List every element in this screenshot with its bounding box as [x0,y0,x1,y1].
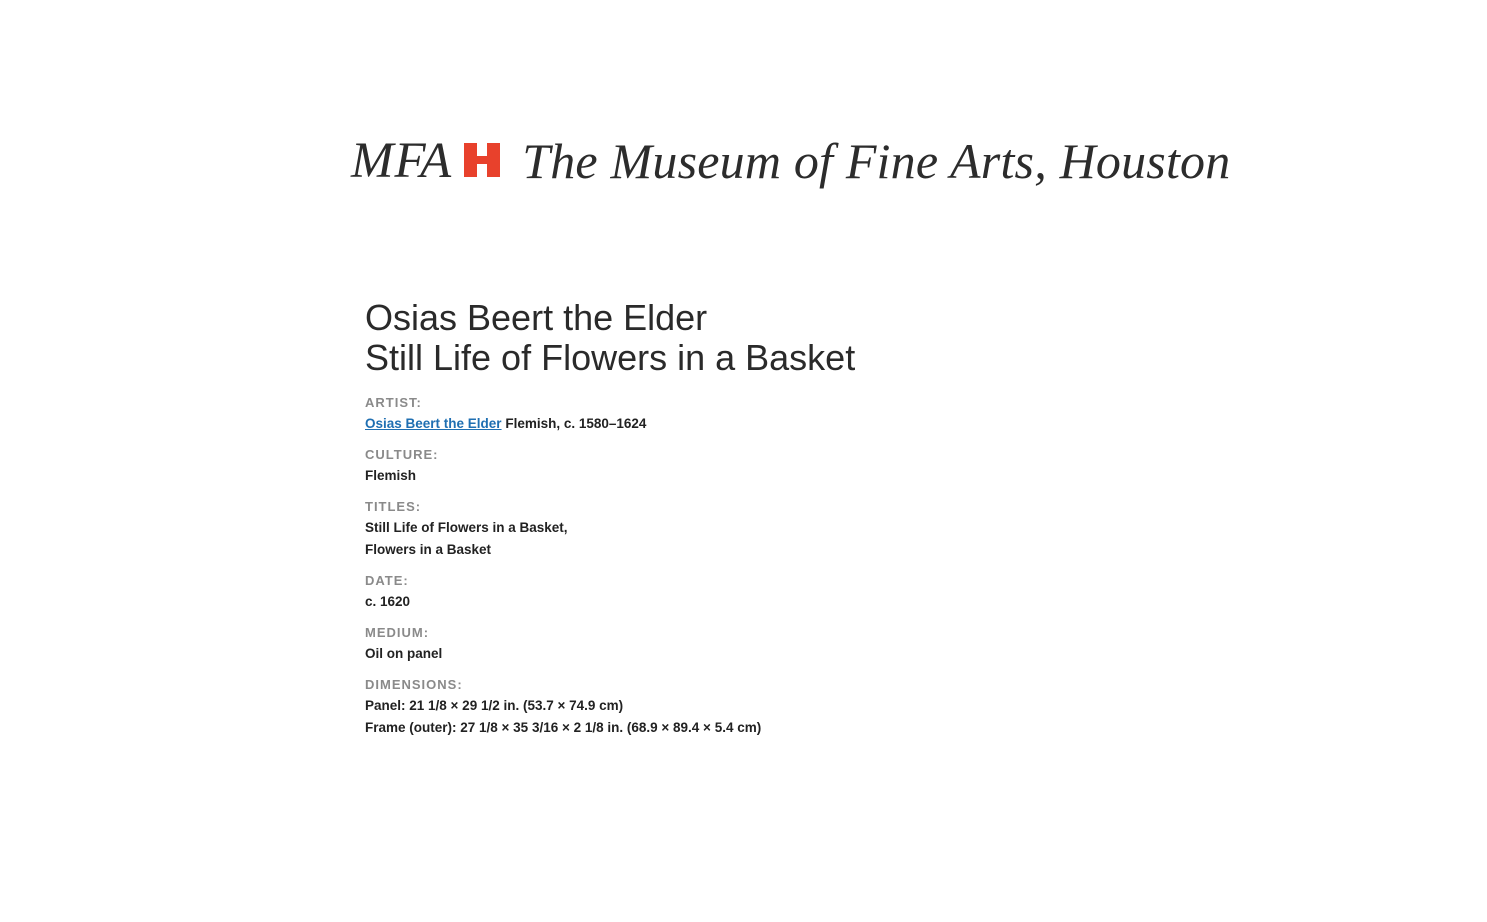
field-label-culture: CULTURE: [365,447,439,462]
field-value-medium: Oil on panel [365,646,443,661]
page-title [365,298,1165,378]
logo-museum-name: The Museum of Fine Arts, Houston [522,133,1231,189]
field-label-medium: MEDIUM: [365,625,430,640]
field-label-artist: ARTIST: [365,395,422,410]
artist-link[interactable]: Osias Beert the Elder [365,416,502,431]
object-record [365,298,1165,748]
field-value-date: c. 1620 [365,594,411,609]
field-value-artist [365,413,1165,435]
field-date [365,570,1165,613]
field-dimensions [365,674,1165,739]
field-label-dimensions: DIMENSIONS: [365,677,463,692]
field-culture [365,444,1165,487]
field-medium [365,622,1165,665]
field-label-date: DATE: [365,573,409,588]
title-artist: Osias Beert the Elder [365,297,708,338]
dimension-panel: Panel: 21 1/8 × 29 1/2 in. (53.7 × 74.9 cm) [365,698,624,713]
field-value-titles [365,517,1165,561]
field-value-culture: Flemish [365,468,417,483]
dimension-frame: Frame (outer): 27 1/8 × 35 3/16 × 2 1/8 in. (68.9 × 89.4 × 5.4 cm) [365,720,762,735]
artist-detail: Flemish, c. 1580–1624 [505,416,647,431]
field-artist [365,392,1165,435]
field-titles [365,496,1165,561]
title-work: Still Life of Flowers in a Basket [365,337,856,378]
field-label-titles: TITLES: [365,499,422,514]
logo-mfa-text: MFA [351,132,453,189]
title-line-1: Still Life of Flowers in a Basket, [365,520,568,535]
logo-h-icon [464,143,500,177]
field-value-dimensions [365,695,1165,739]
title-line-2: Flowers in a Basket [365,542,492,557]
museum-logo[interactable] [351,130,1230,192]
